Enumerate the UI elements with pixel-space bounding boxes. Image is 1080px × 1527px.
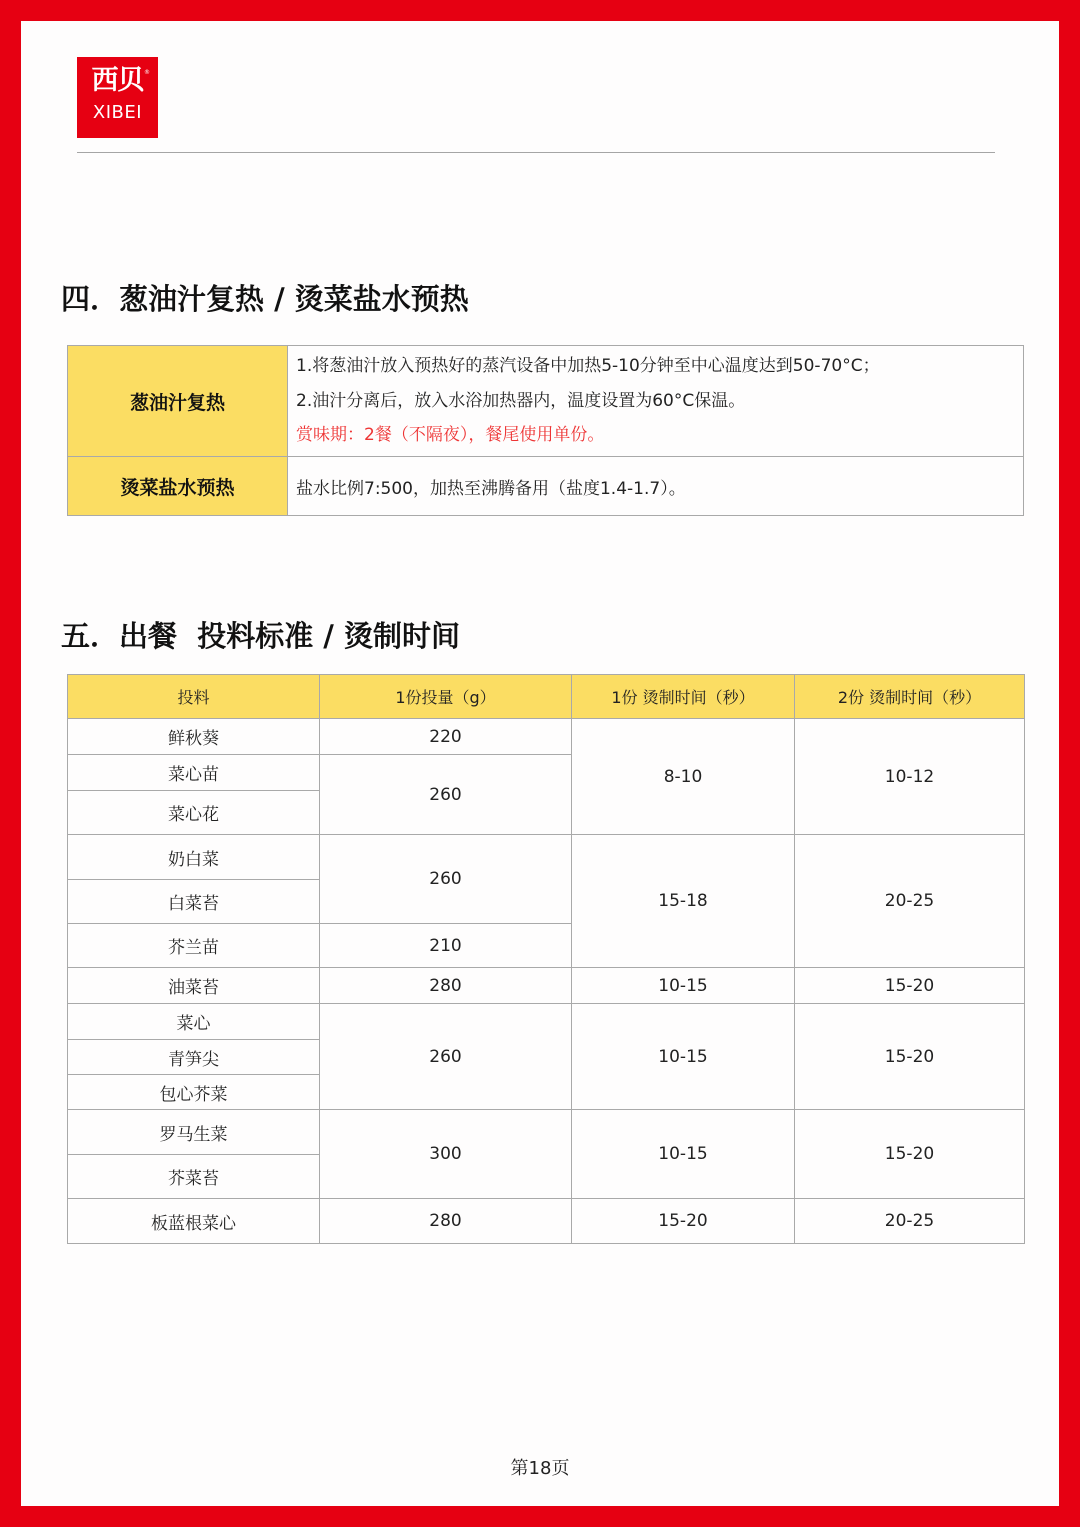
- column-header: 1份投量（g）: [320, 675, 572, 719]
- table-row: [68, 1004, 1025, 1040]
- time1-cell: 8-10: [572, 719, 795, 835]
- row-label: 烫菜盐水预热: [68, 457, 288, 516]
- ingredient-cell: 菜心苗: [68, 755, 320, 791]
- time2-cell: 15-20: [795, 968, 1025, 1004]
- reheat-table: [67, 345, 1024, 516]
- step-text: 盐水比例7:500，加热至沸腾备用（盐度1.4-1.7）。: [296, 478, 686, 499]
- ingredient-cell: 奶白菜: [68, 835, 320, 880]
- table-row: [68, 1199, 1025, 1244]
- portion-time-table: [67, 674, 1025, 1244]
- amount-cell: 260: [320, 835, 572, 924]
- logo-english: XIBEI: [92, 102, 143, 123]
- amount-cell: 260: [320, 1004, 572, 1110]
- table-header-row: [68, 675, 1025, 719]
- table-row: [68, 457, 1024, 516]
- section5-title: 五．出餐 投料标准 / 烫制时间: [61, 619, 460, 653]
- ingredient-cell: 菜心: [68, 1004, 320, 1040]
- xibei-logo: [77, 57, 158, 138]
- section4-title: 四．葱油汁复热 / 烫菜盐水预热: [61, 282, 469, 316]
- ingredient-cell: 油菜苔: [68, 968, 320, 1004]
- time2-cell: 20-25: [795, 1199, 1025, 1244]
- step-text: 1.将葱油汁放入预热好的蒸汽设备中加热5-10分钟至中心温度达到50-70°C；: [296, 356, 880, 377]
- row-label: 葱油汁复热: [68, 346, 288, 457]
- ingredient-cell: 白菜苔: [68, 880, 320, 924]
- ingredient-cell: 芥菜苔: [68, 1155, 320, 1199]
- shelf-life-note: 赏味期：2餐（不隔夜），餐尾使用单份。: [296, 425, 605, 446]
- time1-cell: 10-15: [572, 968, 795, 1004]
- ingredient-cell: 青笋尖: [68, 1040, 320, 1075]
- amount-cell: 300: [320, 1110, 572, 1199]
- time2-cell: 10-12: [795, 719, 1025, 835]
- ingredient-cell: 芥兰苗: [68, 924, 320, 968]
- time2-cell: 15-20: [795, 1110, 1025, 1199]
- step-text: 2.油汁分离后，放入水浴加热器内，温度设置为60°C保温。: [296, 390, 746, 411]
- table-row: [68, 835, 1025, 880]
- table-row: [68, 719, 1025, 755]
- time2-cell: 20-25: [795, 835, 1025, 968]
- amount-cell: 220: [320, 719, 572, 755]
- ingredient-cell: 包心芥菜: [68, 1075, 320, 1110]
- time1-cell: 15-18: [572, 835, 795, 968]
- amount-cell: 260: [320, 755, 572, 835]
- ingredient-cell: 罗马生菜: [68, 1110, 320, 1155]
- ingredient-cell: 菜心花: [68, 791, 320, 835]
- time1-cell: 10-15: [572, 1110, 795, 1199]
- table-row: [68, 968, 1025, 1004]
- column-header: 1份 烫制时间（秒）: [572, 675, 795, 719]
- amount-cell: 280: [320, 1199, 572, 1244]
- registered-mark-icon: ®: [144, 69, 150, 76]
- time2-cell: 15-20: [795, 1004, 1025, 1110]
- ingredient-cell: 鲜秋葵: [68, 719, 320, 755]
- table-row: [68, 1110, 1025, 1155]
- column-header: 2份 烫制时间（秒）: [795, 675, 1025, 719]
- document-page: [21, 21, 1059, 1506]
- header-divider: [77, 152, 995, 153]
- logo-chinese: 西贝: [91, 65, 144, 96]
- column-header: 投料: [68, 675, 320, 719]
- page-number: 第18页: [510, 1458, 570, 1479]
- time1-cell: 10-15: [572, 1004, 795, 1110]
- amount-cell: 210: [320, 924, 572, 968]
- table-row: [68, 346, 1024, 457]
- row-content: [288, 346, 1024, 457]
- time1-cell: 15-20: [572, 1199, 795, 1244]
- ingredient-cell: 板蓝根菜心: [68, 1199, 320, 1244]
- amount-cell: 280: [320, 968, 572, 1004]
- row-content: [288, 457, 1024, 516]
